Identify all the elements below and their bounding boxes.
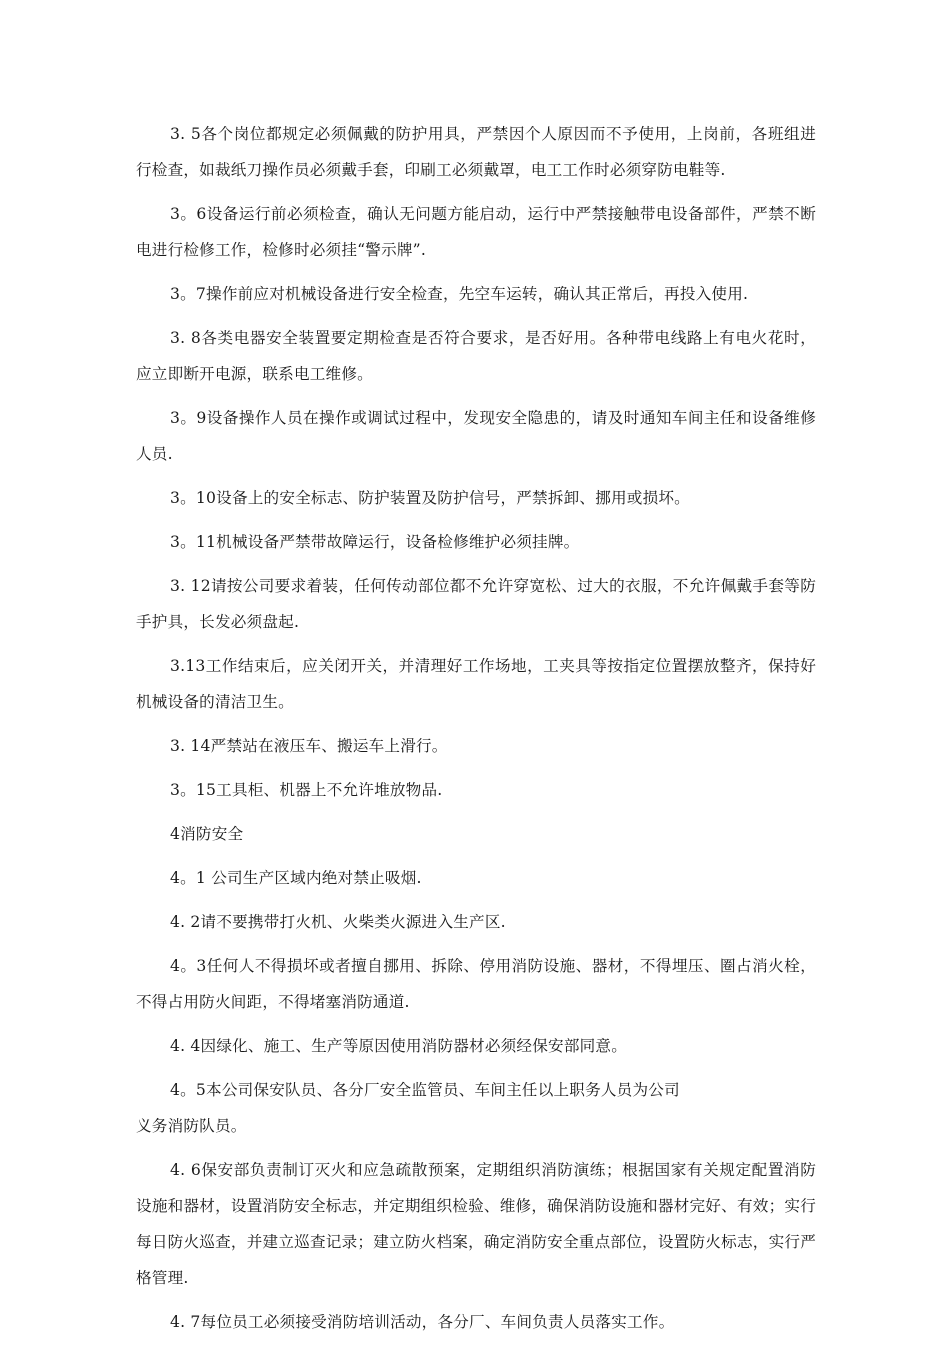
paragraph-3-14: 3. 14严禁站在液压车、搬运车上滑行。 — [170, 737, 448, 755]
document-body — [136, 116, 816, 1348]
paragraph-3-13: 3.13工作结束后，应关闭开关，并清理好工作场地，工夹具等按指定位置摆放整齐，保持好机械设备的清洁卫生。 — [136, 657, 816, 711]
paragraph-4-3: 4。3任何人不得损坏或者擅自挪用、拆除、停用消防设施、器材，不得埋压、圈占消火栓，不得占用防火间距，不得堵塞消防通道. — [136, 957, 816, 1011]
paragraph-3-6: 3。6设备运行前必须检查，确认无问题方能启动，运行中严禁接触带电设备部件，严禁不断电进行检修工作，检修时必须挂“警示牌”. — [136, 205, 816, 259]
paragraph-4-5: 4。5本公司保安队员、各分厂安全监管员、车间主任以上职务人员为公司 — [170, 1081, 680, 1099]
paragraph-4-4: 4. 4因绿化、施工、生产等原因使用消防器材必须经保安部同意。 — [170, 1037, 627, 1055]
paragraph-4-7: 4. 7每位员工必须接受消防培训活动，各分厂、车间负责人员落实工作。 — [170, 1313, 675, 1331]
paragraph-4-6: 4. 6保安部负责制订灭火和应急疏散预案，定期组织消防演练；根据国家有关规定配置消防设施和器材，设置消防安全标志，并定期组织检验、维修，确保消防设施和器材完好、有效；实行每日防火巡查，并建立巡查记录；建立防火档案，确定消防安全重点部位，设置防火标志，实行严格管理. — [136, 1161, 816, 1287]
paragraph-4-5-continued: 义务消防队员。 — [136, 1117, 247, 1135]
section-heading-4: 4消防安全 — [170, 825, 244, 843]
paragraph-3-15: 3。15工具柜、机器上不允许堆放物品. — [170, 781, 443, 799]
paragraph-3-12: 3. 12请按公司要求着装，任何传动部位都不允许穿宽松、过大的衣服，不允许佩戴手套等防手护具，长发必须盘起. — [136, 577, 816, 631]
paragraph-3-7: 3。7操作前应对机械设备进行安全检查，先空车运转，确认其正常后，再投入使用. — [170, 285, 749, 303]
paragraph-3-9: 3。9设备操作人员在操作或调试过程中，发现安全隐患的，请及时通知车间主任和设备维修人员. — [136, 409, 816, 463]
paragraph-3-5: 3. 5各个岗位都规定必须佩戴的防护用具，严禁因个人原因而不予使用，上岗前，各班组进行检查，如裁纸刀操作员必须戴手套，印刷工必须戴罩，电工工作时必须穿防电鞋等. — [136, 125, 816, 179]
paragraph-4-1: 4。1 公司生产区域内绝对禁止吸烟. — [170, 869, 422, 887]
paragraph-4-2: 4. 2请不要携带打火机、火柴类火源进入生产区. — [170, 913, 506, 931]
paragraph-3-11: 3。11机械设备严禁带故障运行，设备检修维护必须挂牌。 — [170, 533, 580, 551]
paragraph-3-10: 3。10设备上的安全标志、防护装置及防护信号，严禁拆卸、挪用或损坏。 — [170, 489, 690, 507]
paragraph-3-8: 3. 8各类电器安全装置要定期检查是否符合要求，是否好用。各种带电线路上有电火花时，应立即断开电源，联系电工维修。 — [136, 329, 816, 383]
